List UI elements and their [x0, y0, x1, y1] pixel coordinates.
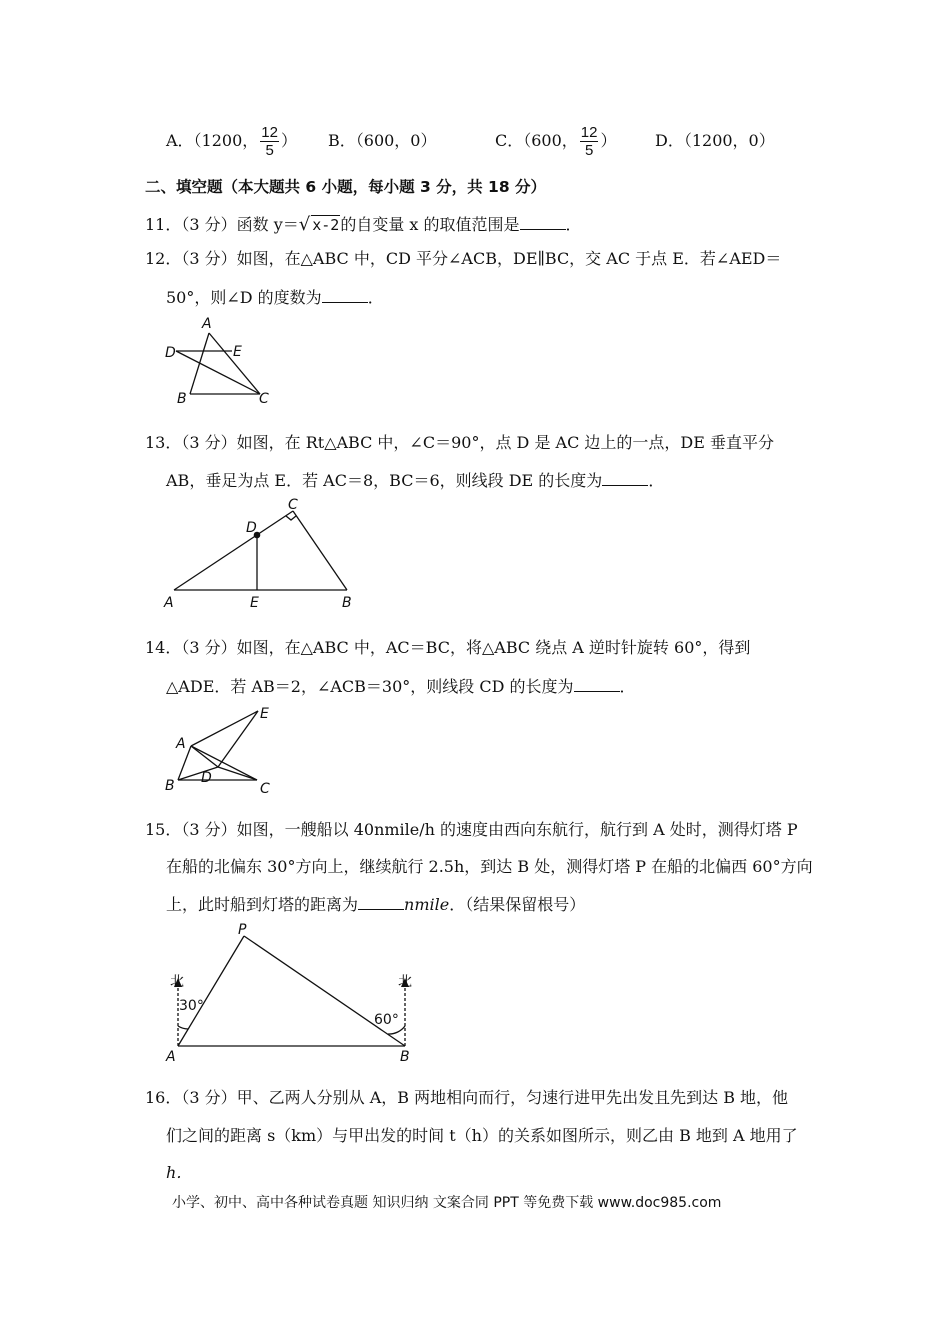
q15-line1: 15．（3 分）如图，一艘船以 40nmile/h 的速度由西向东航行，航行到 A 处时，测得灯塔 P — [145, 820, 798, 839]
option-b: B．（600，0） — [328, 131, 437, 150]
footer-note: 小学、初中、高中各种试卷真题 知识归纳 文案合同 PPT 等免费下载 www.doc985.com — [172, 1195, 722, 1211]
q12-label-c: C — [259, 391, 269, 407]
q12-label-e: E — [233, 344, 242, 360]
q12-label-a: A — [202, 316, 212, 332]
q13-label-a: A — [164, 595, 174, 611]
q13-segment-cb — [293, 511, 347, 590]
q15-angle-label-b: 60° — [374, 1012, 399, 1028]
q12-figure — [160, 312, 280, 407]
q15-north-label-a: 北 — [170, 974, 184, 990]
q12-answer-blank — [322, 287, 368, 303]
q12-label-b: B — [177, 391, 187, 407]
q13-figure — [160, 495, 370, 613]
option-c — [495, 124, 617, 159]
q13-label-c: C — [288, 497, 298, 513]
q13-right-angle-mark — [286, 516, 296, 520]
option-a — [166, 124, 297, 159]
q15-figure — [160, 920, 425, 1068]
option-a-prefix: A．（1200， — [166, 131, 259, 150]
q12-line2-text: 50°，则∠D 的度数为 — [166, 288, 322, 307]
q15-line3 — [166, 894, 585, 915]
q16-line2: 们之间的距离 s（km）与甲出发的时间 t（h）的关系如图所示，则乙由 B 地到 A 地用了 — [166, 1126, 798, 1145]
option-a-numerator: 12 — [261, 124, 278, 141]
q14-end: ． — [619, 677, 636, 696]
q14-label-d: D — [201, 770, 212, 786]
sqrt-icon: √ — [298, 214, 311, 235]
q14-figure — [160, 700, 285, 798]
q13-segment-ac — [174, 511, 293, 590]
q15-line3-prefix: 上，此时船到灯塔的距离为 — [166, 895, 359, 914]
q13-label-e: E — [250, 595, 259, 611]
option-c-fraction — [580, 124, 599, 159]
q13-line2-text: AB，垂足为点 E．若 AC＝8，BC＝6，则线段 DE 的长度为 — [166, 471, 603, 490]
q13-end: ． — [648, 471, 665, 490]
q15-label-p: P — [238, 922, 247, 938]
option-a-fraction — [260, 124, 279, 159]
option-c-denominator: 5 — [584, 142, 594, 159]
q11-answer-blank — [520, 214, 566, 230]
q12-line1: 12．（3 分）如图，在△ABC 中，CD 平分∠ACB，DE∥BC，交 AC 于点 E．若∠AED＝ — [145, 249, 782, 268]
option-d: D．（1200，0） — [655, 131, 775, 150]
q12-end: ． — [367, 288, 384, 307]
q12-segment-ac — [209, 333, 260, 394]
q14-segment-dc — [218, 767, 257, 780]
q11-end: ． — [565, 215, 582, 234]
q14-label-c: C — [260, 781, 270, 797]
q14-segment-bd — [178, 767, 218, 780]
q15-line2: 在船的北偏东 30°方向上，继续航行 2.5h，到达 B 处，测得灯塔 P 在船的北偏西 60°方向 — [166, 857, 813, 876]
question-11 — [145, 214, 582, 235]
q16-line1: 16．（3 分）甲、乙两人分别从 A，B 两地相向而行，匀速行进甲先出发且先到达 B 地，他 — [145, 1088, 789, 1107]
q15-angle-arc-a — [178, 1026, 188, 1029]
q12-label-d: D — [165, 345, 176, 361]
q14-label-a: A — [176, 736, 186, 752]
q11-radicand: x-2 — [312, 216, 340, 234]
q16-line3: h． — [166, 1163, 193, 1182]
q12-line2 — [166, 287, 384, 308]
option-a-denominator: 5 — [265, 142, 274, 159]
q13-line2 — [166, 470, 664, 491]
q14-segment-ad — [191, 746, 218, 767]
q15-segment-pb — [244, 936, 405, 1046]
q14-line2 — [166, 676, 636, 697]
q11-prefix: 11．（3 分）函数 y＝ — [145, 215, 299, 234]
q14-label-b: B — [165, 778, 175, 794]
option-c-numerator: 12 — [580, 124, 598, 141]
q14-line1: 14．（3 分）如图，在△ABC 中，AC＝BC，将△ABC 绕点 A 逆时针旋转 60°，得到 — [145, 638, 751, 657]
q15-label-a: A — [166, 1049, 176, 1065]
q12-segment-dc — [176, 351, 260, 394]
q15-answer-blank — [358, 894, 404, 910]
option-a-suffix: ） — [280, 131, 297, 150]
q15-unit: nmile — [404, 895, 450, 914]
q13-label-b: B — [342, 595, 352, 611]
q15-angle-label-a: 30° — [179, 998, 204, 1014]
q15-north-label-b: 北 — [398, 974, 412, 990]
q11-suffix: 的自变量 x 的取值范围是 — [340, 215, 520, 234]
q14-label-e: E — [260, 706, 269, 722]
q14-segment-ed — [218, 711, 258, 767]
option-c-prefix: C．（600， — [495, 131, 578, 150]
option-c-suffix: ） — [600, 131, 617, 150]
q13-answer-blank — [602, 470, 648, 486]
q15-line3-suffix: ．（结果保留根号） — [449, 895, 586, 914]
q13-label-d: D — [246, 520, 257, 536]
q15-label-b: B — [400, 1049, 410, 1065]
q14-segment-ae — [191, 711, 258, 746]
q13-line1: 13．（3 分）如图，在 Rt△ABC 中，∠C＝90°，点 D 是 AC 边上的一点，DE 垂直平分 — [145, 433, 775, 452]
q14-line2-text: △ADE．若 AB＝2，∠ACB＝30°，则线段 CD 的长度为 — [166, 677, 574, 696]
q14-answer-blank — [574, 676, 620, 692]
section-title: 二、填空题（本大题共 6 小题，每小题 3 分，共 18 分） — [145, 178, 547, 196]
